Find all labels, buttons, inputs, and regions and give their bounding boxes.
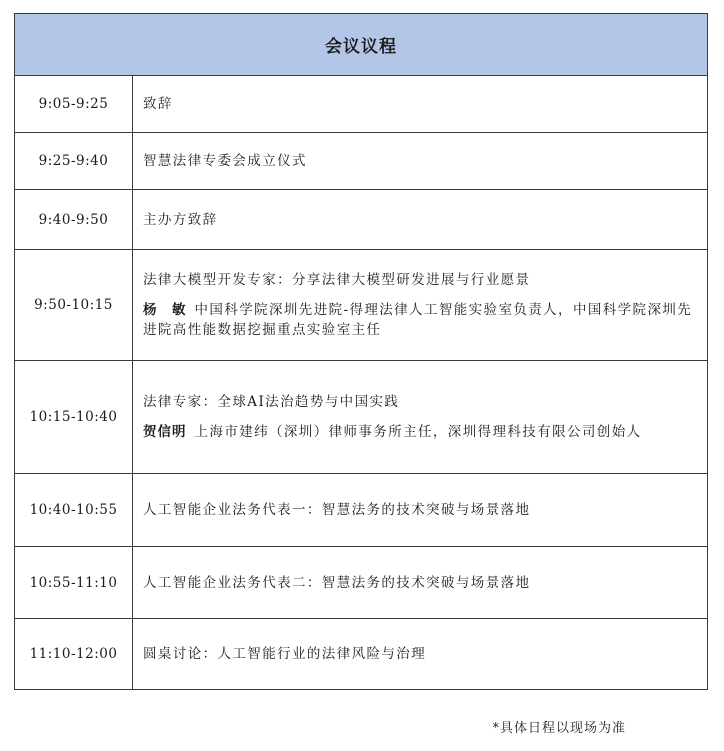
speaker-name: 贺信明	[143, 424, 187, 440]
agenda-time: 10:40-10:55	[15, 474, 133, 547]
agenda-topic	[133, 547, 708, 619]
topic-text: 智慧法律专委会成立仪式	[143, 153, 307, 169]
agenda-time: 11:10-12:00	[15, 619, 133, 690]
speaker-block	[143, 422, 703, 442]
agenda-topic	[133, 133, 708, 190]
agenda-row	[15, 474, 708, 547]
topic-text: 主办方致辞	[143, 211, 218, 228]
agenda-time: 9:40-9:50	[15, 190, 133, 250]
agenda-time: 9:05-9:25	[15, 76, 133, 133]
topic-text: 圆桌讨论：人工智能行业的法律风险与治理	[143, 646, 427, 662]
agenda-time: 9:25-9:40	[15, 133, 133, 190]
agenda-row	[15, 250, 708, 361]
agenda-row	[15, 619, 708, 690]
topic-text: 人工智能企业法务代表二：智慧法务的技术突破与场景落地	[143, 574, 531, 591]
agenda-topic	[133, 76, 708, 133]
speaker-block	[143, 300, 703, 340]
agenda-header-row	[15, 14, 708, 76]
topic-text: 人工智能企业法务代表一：智慧法务的技术突破与场景落地	[143, 502, 531, 518]
agenda-row	[15, 76, 708, 133]
schedule-footnote: *具体日程以现场为准	[492, 721, 626, 736]
topic-text: 致辞	[143, 96, 173, 112]
agenda-time: 10:15-10:40	[15, 361, 133, 474]
agenda-row	[15, 133, 708, 190]
agenda-topic	[133, 474, 708, 547]
agenda-topic	[133, 190, 708, 250]
agenda-row	[15, 547, 708, 619]
agenda-table	[14, 13, 708, 690]
agenda-row	[15, 190, 708, 250]
speaker-name: 杨 敏	[143, 302, 187, 318]
speaker-description: 中国科学院深圳先进院-得理法律人工智能实验室负责人，中国科学院深圳先进院高性能数据挖掘重点实验室主任	[143, 302, 693, 338]
speaker-description: 上海市建纬（深圳）律师事务所主任，深圳得理科技有限公司创始人	[194, 424, 642, 440]
agenda-topic	[133, 619, 708, 690]
agenda-row	[15, 361, 708, 474]
agenda-time: 10:55-11:10	[15, 547, 133, 619]
agenda-time: 9:50-10:15	[15, 250, 133, 361]
agenda-title: 会议议程	[15, 14, 708, 76]
agenda-topic	[133, 361, 708, 474]
topic-text: 法律大模型开发专家：分享法律大模型研发进展与行业愿景	[143, 272, 531, 288]
topic-text: 法律专家：全球AI法治趋势与中国实践	[143, 394, 400, 410]
agenda-topic	[133, 250, 708, 361]
